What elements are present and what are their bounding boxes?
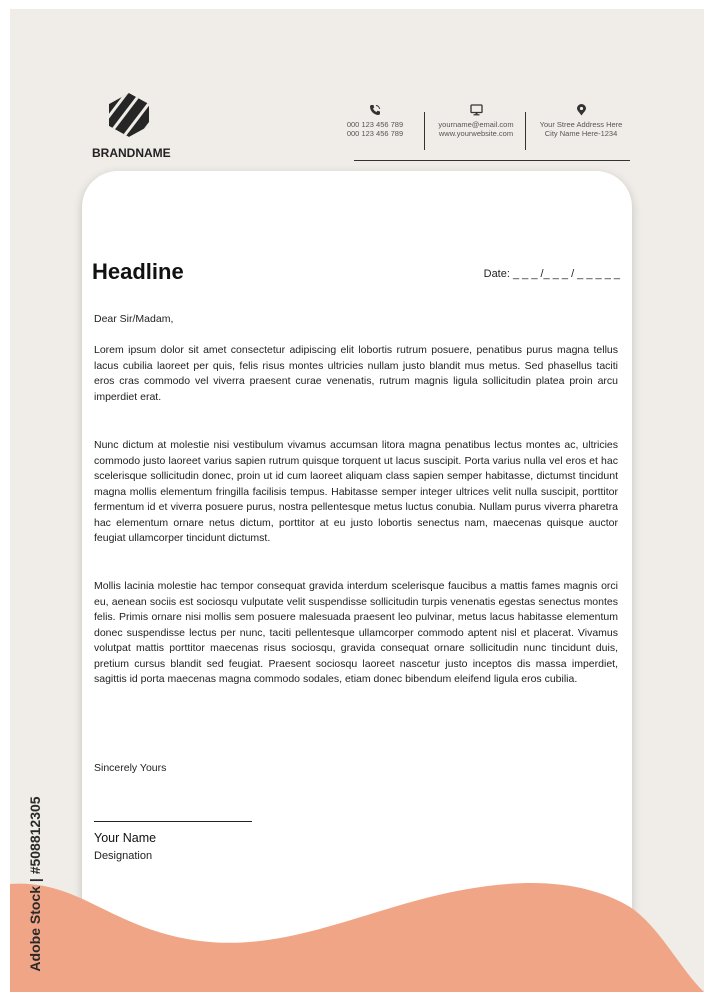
body-paragraph-1: Lorem ipsum dolor sit amet consectetur adipiscing elit lobortis rutrum posuere, penatibus purus magna tellus lacus cubilia laoreet per quis, felis risus montes ultricies nullam justo blandit mus metus. Sed phasellus taciti eros cras commodo vel viverra praesent curae venenatis, rutrum magnis ligula sollicitudin platea proin arcu imperdiet erat.	[94, 344, 618, 403]
phone-number-2: 000 123 456 789	[346, 129, 404, 138]
body-paragraph-3: Mollis lacinia molestie hac tempor consequat gravida interdum scelerisque faucibus a mattis fames magnis orci eu, aenean sociis est sociosqu vulputate velit suspendisse sollicitudin turpis venenatis egestas senectus montes felis. Primis ornare nisi mollis sem posuere malesuada praesent leo pulvinar, metus lacus habitasse elementum donec suspendisse lectus per nunc, taciti pellentesque ullamcorper commodo aptent nisl et placerat. Vivamus volutpat mattis porttitor maecenas risus sociosqu, gravida consequat ornare sollicitudin nunc tincidunt duis, pretium cursus blandit sed feugiat. Praesent sociosqu laoreet nascetur justo inceptos dis massa imperdiet, sagittis id porta maecenas magna commodo sodales, etiam donec bibendum eleifend ligula eros cubilia.	[94, 580, 618, 685]
address-line-2: City Name Here-1234	[544, 129, 618, 138]
contact-divider	[525, 112, 526, 150]
signature-line	[94, 821, 252, 822]
brand-name: BRANDNAME	[92, 146, 171, 160]
salutation: Dear Sir/Madam,	[94, 313, 174, 325]
brand-logo	[92, 92, 184, 160]
stock-watermark	[20, 769, 50, 992]
date-field: Date: _ _ _ /_ _ _ / _ _ _ _ _	[483, 268, 620, 280]
phone-number-1: 000 123 456 789	[346, 120, 404, 129]
footer-wave-shape	[10, 869, 704, 992]
contact-phone	[340, 104, 410, 138]
stock-watermark-text: Adobe Stock | #508812305	[27, 796, 43, 972]
location-pin-icon	[576, 104, 587, 116]
contact-divider	[424, 112, 425, 150]
contact-web	[432, 104, 520, 138]
address-line-1: Your Stree Address Here	[539, 120, 623, 129]
letterhead-page	[10, 9, 704, 992]
email-address: yourname@email.com	[438, 120, 514, 129]
signer-designation: Designation	[94, 850, 153, 862]
signer-name: Your Name	[94, 831, 157, 845]
page-title: Headline	[92, 259, 184, 284]
brand-hexagon-logo-icon	[106, 92, 152, 138]
contact-block	[340, 104, 630, 162]
closing-line: Sincerely Yours	[94, 762, 167, 774]
monitor-icon	[470, 104, 483, 116]
contact-underline	[354, 160, 630, 161]
body-paragraph-2: Nunc dictum at molestie nisi vestibulum vivamus accumsan litora magna penatibus lectus montes ac, ultricies commodo justo laoreet varius sapien rutrum quisque torquent ut lacus suscipit. Porta varius nulla vel eros et hac scelerisque sollicitudin donec, proin ut id cum laoreet aliquam class sapien semper habitasse, dictumst tincidunt magna mollis elementum fringilla facilisis tempus. Habitasse semper integer ultrices velit nulla suscipit, porttitor fermentum id et viverra posuere purus, nostra pellentesque metus luctus conubia. Nullam purus viverra pharetra hac elementum ornare netus dictum, porttitor at eu justo lobortis senectus nam, maecenas quisque auctor feugiat ullamcorper tincidunt dictumst.	[94, 439, 618, 544]
website-url: www.yourwebsite.com	[438, 129, 514, 138]
contact-address	[532, 104, 630, 138]
phone-icon	[369, 104, 381, 116]
